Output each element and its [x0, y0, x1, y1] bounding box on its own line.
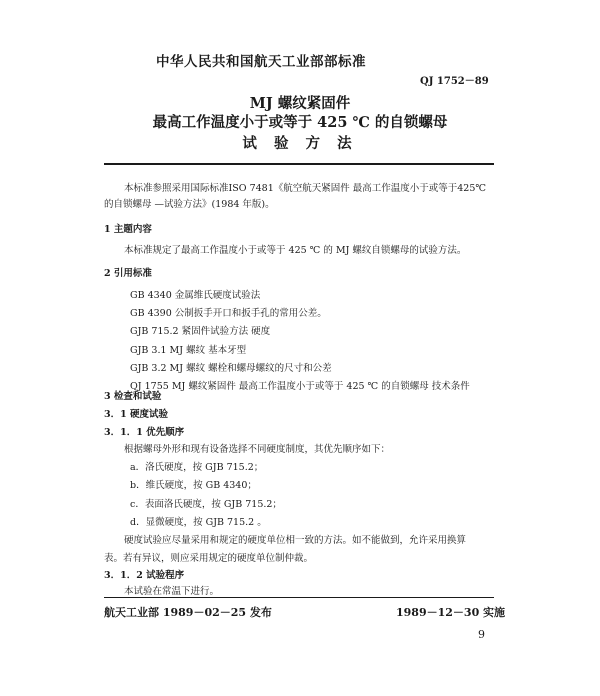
section-1-heading: 1 主题内容: [104, 224, 152, 235]
reference-item: GJB 715.2 紧固件试验方法 硬度: [130, 326, 271, 337]
reference-item: QJ 1755 MJ 螺纹紧固件 最高工作温度小于或等于 425 ℃ 的自锁螺母 技术条件: [130, 381, 470, 392]
page-number: 9: [478, 628, 485, 641]
issue-date: 航天工业部 1989－02－25 发布: [104, 606, 272, 619]
section-2-heading: 2 引用标准: [104, 268, 152, 279]
intro-line-2: 的自锁螺母 —试验方法》(1984 年版)。: [104, 199, 275, 210]
reference-item: GJB 3.2 MJ 螺纹 螺栓和螺母螺纹的尺寸和公差: [130, 363, 332, 374]
title-line-3: 试 验 方 法: [242, 135, 358, 152]
reference-item: GB 4390 公制扳手开口和扳手孔的常用公差。: [130, 308, 327, 319]
organization-header: 中华人民共和国航天工业部部标准: [156, 54, 366, 70]
section-3-1-2-heading: 3．1．2 试验程序: [104, 570, 185, 581]
section-3-heading: 3 检查和试验: [104, 391, 162, 402]
title-line-1: MJ 螺纹紧固件: [249, 95, 351, 112]
standard-number: QJ 1752－89: [420, 76, 489, 87]
title-line-2: 最高工作温度小于或等于 425 ℃ 的自锁螺母: [152, 114, 448, 131]
hardness-item: b．维氏硬度，按 GB 4340；: [130, 480, 257, 491]
section-3-1-1-text: 根据螺母外形和现有设备选择不同硬度制度，其优先顺序如下：: [124, 444, 391, 455]
reference-item: GB 4340 金属维氏硬度试验法: [130, 290, 261, 301]
hardness-item: d．显微硬度，按 GJB 715.2 。: [130, 517, 267, 528]
footer-divider: [104, 597, 494, 598]
section-3-1-heading: 3．1 硬度试验: [104, 409, 169, 420]
intro-line-1: 本标准参照采用国际标准ISO 7481《航空航天紧固件 最高工作温度小于或等于425℃: [124, 183, 487, 194]
effective-date: 1989－12－30 实施: [396, 606, 506, 619]
reference-item: GJB 3.1 MJ 螺纹 基本牙型: [130, 345, 247, 356]
title-divider: [104, 163, 494, 165]
hardness-item: c．表面洛氏硬度，按 GJB 715.2；: [130, 499, 282, 510]
section-3-1-1-heading: 3．1．1 优先顺序: [104, 427, 185, 438]
hardness-note-line-2: 表。若有异议，则应采用规定的硬度单位制仲裁。: [104, 553, 314, 564]
hardness-item: a．洛氏硬度，按 GJB 715.2；: [130, 462, 264, 473]
section-1-text: 本标准规定了最高工作温度小于或等于 425 ℃ 的 MJ 螺纹自锁螺母的试验方法。: [124, 245, 467, 256]
hardness-note-line-1: 硬度试验应尽量采用和规定的硬度单位相一致的方法。如不能做到，允许采用换算: [124, 535, 467, 546]
section-3-1-2-text: 本试验在常温下进行。: [124, 586, 220, 597]
